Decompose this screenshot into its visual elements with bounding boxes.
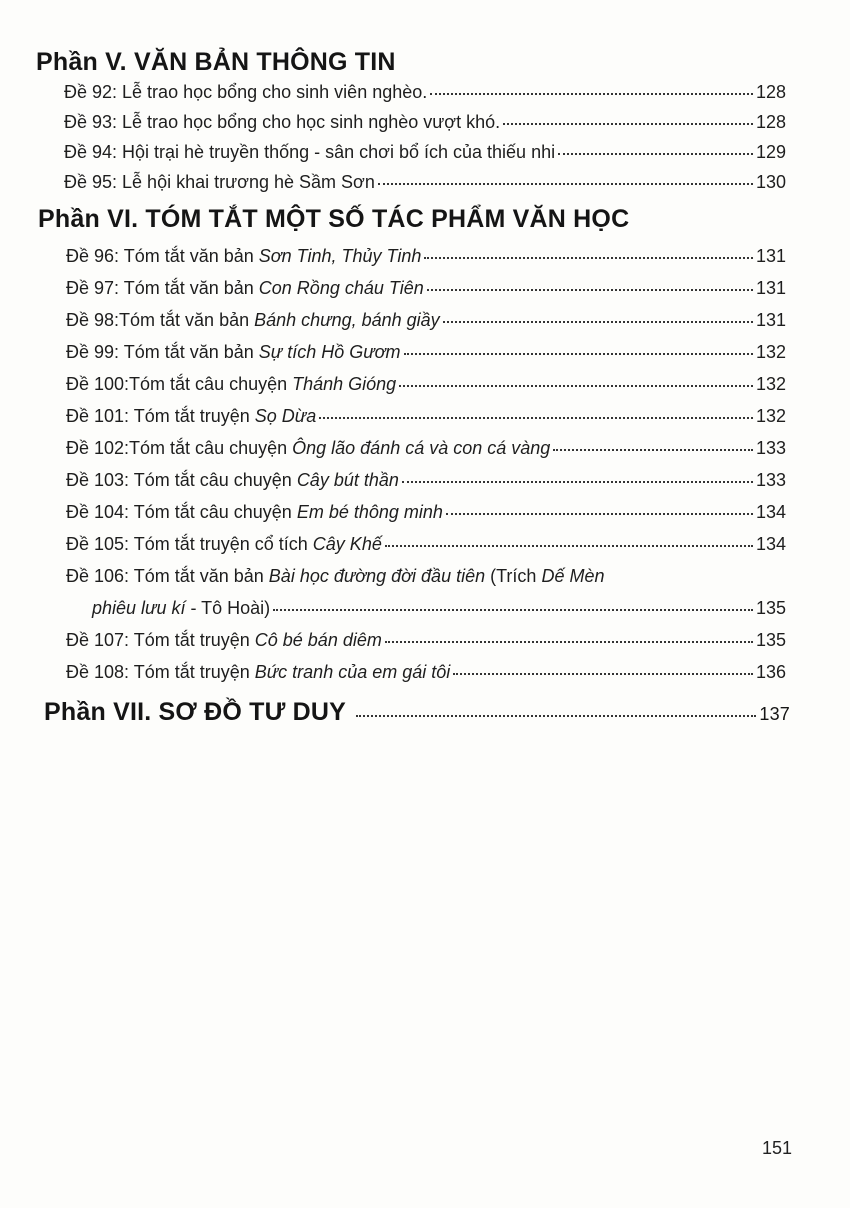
dot-leader <box>446 513 753 515</box>
entry-title: Đề 94: Hội trại hè truyền thống - sân chơi bổ ích của thiếu nhi <box>64 142 556 162</box>
entry-title: Đề 100:Tóm tắt câu chuyện Thánh Gióng <box>66 374 397 394</box>
entry-page: 131 <box>755 310 786 330</box>
toc-entry[interactable] <box>64 82 786 103</box>
entry-page: 133 <box>755 470 786 490</box>
entry-page: 135 <box>755 598 786 618</box>
toc-entry[interactable] <box>66 502 786 523</box>
toc-entry[interactable] <box>66 374 786 395</box>
dot-leader <box>385 545 753 547</box>
entry-page: 134 <box>755 502 786 522</box>
toc-entry[interactable] <box>66 470 786 491</box>
dot-leader <box>319 417 753 419</box>
dot-leader <box>424 257 753 259</box>
entry-page: 128 <box>755 112 786 132</box>
toc-entry[interactable] <box>66 662 786 683</box>
dot-leader <box>427 289 753 291</box>
entry-title: Đề 93: Lễ trao học bổng cho học sinh nghèo vượt khó. <box>64 112 501 132</box>
entry-title: Đề 104: Tóm tắt câu chuyện Em bé thông minh <box>66 502 443 522</box>
entry-title: Đề 101: Tóm tắt truyện Sọ Dừa <box>66 406 317 426</box>
entry-title: Đề 97: Tóm tắt văn bản Con Rồng cháu Tiên <box>66 278 424 298</box>
dot-leader <box>402 481 753 483</box>
entry-title: Đề 108: Tóm tắt truyện Bức tranh của em gái tôi <box>66 662 451 682</box>
toc-entry[interactable] <box>66 534 786 555</box>
entry-title: Đề 98:Tóm tắt văn bản Bánh chưng, bánh giầy <box>66 310 440 330</box>
toc-entry[interactable] <box>66 342 786 363</box>
toc-entry[interactable] <box>64 142 786 163</box>
entry-page: 132 <box>755 374 786 394</box>
toc-entry[interactable] <box>66 278 786 299</box>
toc-entry[interactable] <box>66 630 786 651</box>
dot-leader <box>356 715 756 717</box>
page-number: 151 <box>761 1138 792 1158</box>
entry-title: Đề 95: Lễ hội khai trương hè Sầm Sơn <box>64 172 375 192</box>
dot-leader <box>503 123 753 125</box>
toc-entry-line1[interactable]: Đề 106: Tóm tắt văn bản Bài học đường đời đầu tiên (Trích Dế Mèn <box>66 566 605 586</box>
entry-page: 135 <box>755 630 786 650</box>
entry-page: 128 <box>755 82 786 102</box>
section-title: Phần VII. SƠ ĐỒ TƯ DUY <box>44 698 347 726</box>
section-heading-7[interactable] <box>44 698 790 727</box>
dot-leader <box>404 353 753 355</box>
entry-page: 137 <box>759 704 790 724</box>
show-through-text <box>180 740 186 767</box>
section-heading-5: Phần V. VĂN BẢN THÔNG TIN <box>36 48 396 76</box>
toc-entry[interactable] <box>66 310 786 331</box>
entry-page: 132 <box>755 406 786 426</box>
entry-page: 133 <box>755 438 786 458</box>
entry-title: Đề 103: Tóm tắt câu chuyện Cây bút thần <box>66 470 399 490</box>
toc-entry[interactable] <box>66 438 786 459</box>
dot-leader <box>453 673 753 675</box>
entry-title: Đề 99: Tóm tắt văn bản Sự tích Hồ Gươm <box>66 342 401 362</box>
entry-page: 131 <box>755 246 786 266</box>
entry-page: 134 <box>755 534 786 554</box>
toc-entry[interactable] <box>64 172 786 193</box>
toc-entry[interactable] <box>66 246 786 267</box>
entry-title: phiêu lưu kí - Tô Hoài) <box>92 598 271 618</box>
dot-leader <box>273 609 753 611</box>
dot-leader <box>430 93 753 95</box>
section-heading-6: Phần VI. TÓM TẮT MỘT SỐ TÁC PHẨM VĂN HỌC <box>38 205 630 233</box>
entry-title: Đề 107: Tóm tắt truyện Cô bé bán diêm <box>66 630 382 650</box>
entry-page: 132 <box>755 342 786 362</box>
dot-leader <box>378 183 753 185</box>
entry-title: Đề 92: Lễ trao học bổng cho sinh viên nghèo. <box>64 82 428 102</box>
entry-page: 136 <box>755 662 786 682</box>
toc-entry[interactable] <box>64 112 786 133</box>
dot-leader <box>399 385 753 387</box>
entry-page: 130 <box>755 172 786 192</box>
dot-leader <box>553 449 753 451</box>
dot-leader <box>443 321 753 323</box>
entry-page: 131 <box>755 278 786 298</box>
toc-entry[interactable] <box>66 406 786 427</box>
entry-title: Đề 102:Tóm tắt câu chuyện Ông lão đánh cá và con cá vàng <box>66 438 551 458</box>
dot-leader <box>385 641 753 643</box>
dot-leader <box>558 153 753 155</box>
entry-title: Đề 105: Tóm tắt truyện cổ tích Cây Khế <box>66 534 382 554</box>
entry-title: Đề 96: Tóm tắt văn bản Sơn Tinh, Thủy Tinh <box>66 246 422 266</box>
toc-entry-line2[interactable] <box>92 598 786 619</box>
entry-page: 129 <box>755 142 786 162</box>
